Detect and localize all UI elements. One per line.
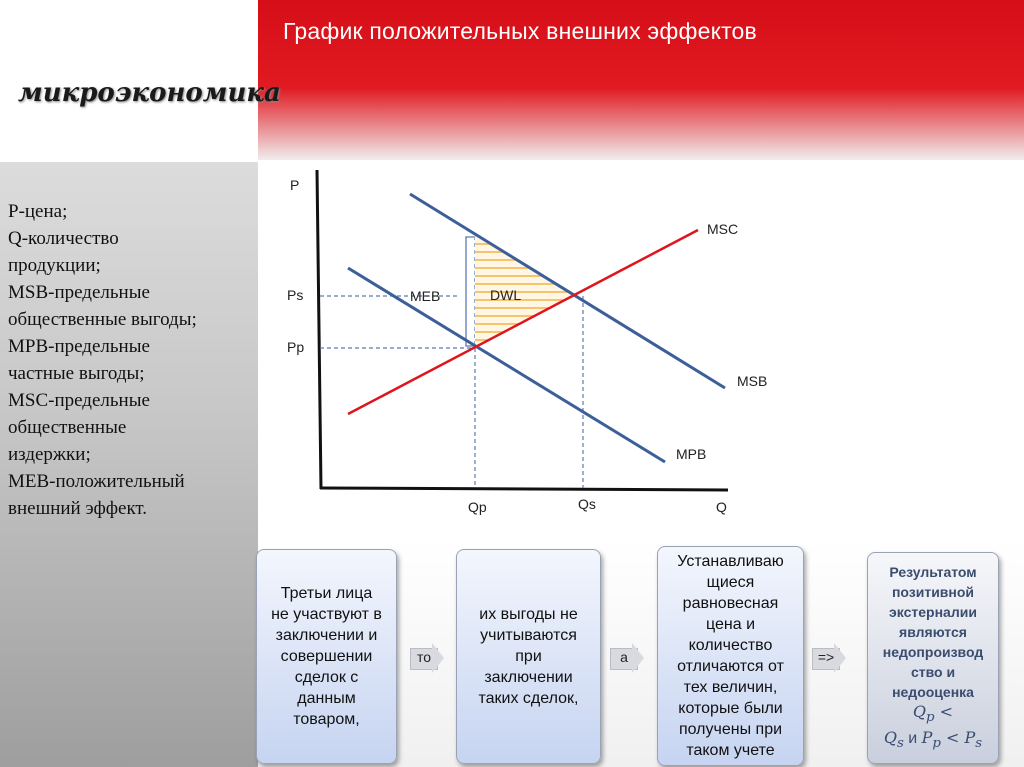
legend-line: частные выгоды; bbox=[8, 363, 145, 384]
math-p: P bbox=[964, 728, 976, 747]
legend-line: общественные bbox=[8, 417, 127, 438]
math-p: P bbox=[921, 728, 933, 747]
math-sub-p: p bbox=[932, 736, 941, 752]
card-line: данным bbox=[297, 690, 356, 707]
card-line: Устанавливаю bbox=[677, 553, 784, 570]
card-line: тех величин, bbox=[683, 679, 778, 696]
math-and: и bbox=[903, 730, 922, 747]
card-line: являются bbox=[899, 623, 967, 640]
msc-label: MSC bbox=[707, 221, 739, 237]
card-line: которые были bbox=[678, 700, 783, 717]
flow-arrow-1 bbox=[410, 643, 444, 673]
card-line: Результатом bbox=[889, 563, 977, 580]
legend-line: Q-количество bbox=[8, 228, 119, 249]
card-line: экстерналии bbox=[889, 603, 977, 620]
card-line: учитываются bbox=[480, 627, 577, 644]
msb-label: MSB bbox=[737, 373, 768, 389]
card-math-line-1 bbox=[913, 702, 953, 728]
meb-label: MEB bbox=[410, 288, 441, 304]
qp-label: Qp bbox=[468, 499, 487, 515]
legend-line: внешний эффект. bbox=[8, 498, 148, 519]
math-sub-p: p bbox=[926, 710, 935, 725]
card-line: количество bbox=[688, 637, 773, 654]
card-line: Третьи лица bbox=[280, 585, 373, 602]
legend-line: общественные выгоды; bbox=[8, 309, 197, 330]
math-q: Q bbox=[883, 728, 897, 747]
msb-line bbox=[410, 194, 725, 388]
math-lt: < bbox=[934, 701, 954, 721]
qs-label: Qs bbox=[578, 496, 596, 512]
arrow-label: а bbox=[620, 649, 628, 665]
flow-card-equilibrium bbox=[657, 546, 804, 766]
brand-label: микроэкономика bbox=[18, 78, 281, 108]
card-line: отличаются от bbox=[677, 658, 784, 675]
card-line: сделок с bbox=[294, 669, 359, 686]
pp-label: Pp bbox=[287, 339, 305, 355]
card-line: таком учете bbox=[686, 742, 775, 759]
card-line: равновесная bbox=[682, 595, 779, 612]
card-line: не участвуют в bbox=[271, 606, 382, 623]
card-line: недооценка bbox=[892, 683, 974, 700]
flow-card-third-parties bbox=[256, 549, 397, 764]
flow-card-result bbox=[867, 552, 999, 764]
axis-p-label: P bbox=[290, 177, 300, 193]
dwl-label: DWL bbox=[490, 287, 522, 303]
card-line: товаром, bbox=[293, 711, 360, 728]
x-axis bbox=[320, 488, 728, 490]
math-sub-s: s bbox=[896, 736, 904, 752]
legend-line: MPB-предельные bbox=[8, 336, 150, 357]
arrow-label: то bbox=[416, 649, 432, 665]
y-axis bbox=[317, 170, 321, 489]
card-line: заключении bbox=[484, 669, 573, 686]
math-lt: < bbox=[940, 728, 965, 747]
legend bbox=[8, 198, 253, 522]
msc-line bbox=[348, 230, 698, 414]
card-line: цена и bbox=[706, 616, 755, 633]
flow-card-benefits bbox=[456, 549, 601, 764]
card-line: таких сделок, bbox=[478, 690, 579, 707]
card-line: позитивной bbox=[891, 583, 975, 600]
card-line: получены при bbox=[678, 721, 783, 738]
card-line: недопроизвод bbox=[882, 643, 984, 660]
ps-label: Ps bbox=[287, 287, 304, 303]
flow-arrow-2 bbox=[610, 643, 644, 673]
card-line: при bbox=[515, 648, 542, 665]
dwl-area bbox=[470, 236, 590, 348]
legend-line: MEB-положительный bbox=[8, 471, 185, 492]
slide-title: График положительных внешних эффектов bbox=[283, 18, 757, 44]
card-line: заключении и bbox=[275, 627, 378, 644]
legend-line: издержки; bbox=[8, 444, 91, 465]
mpb-label: MPB bbox=[676, 446, 707, 462]
flow-arrow-3 bbox=[812, 643, 846, 673]
legend-line: MSB-предельные bbox=[8, 282, 150, 303]
card-math-line-2 bbox=[884, 728, 982, 754]
legend-line: MSC-предельные bbox=[8, 390, 150, 411]
math-sub-s: s bbox=[975, 736, 983, 752]
legend-line: P-цена; bbox=[8, 201, 68, 222]
card-line: совершении bbox=[280, 648, 373, 665]
arrow-label: => bbox=[817, 649, 835, 665]
externality-diagram bbox=[258, 160, 1024, 540]
card-line: их выгоды не bbox=[479, 606, 578, 623]
card-line: щиеся bbox=[706, 574, 755, 591]
math-q: Q bbox=[912, 701, 927, 721]
legend-line: продукции; bbox=[8, 255, 101, 276]
axis-q-label: Q bbox=[716, 499, 727, 515]
card-line: ство и bbox=[910, 663, 956, 680]
meb-bracket bbox=[466, 237, 474, 346]
